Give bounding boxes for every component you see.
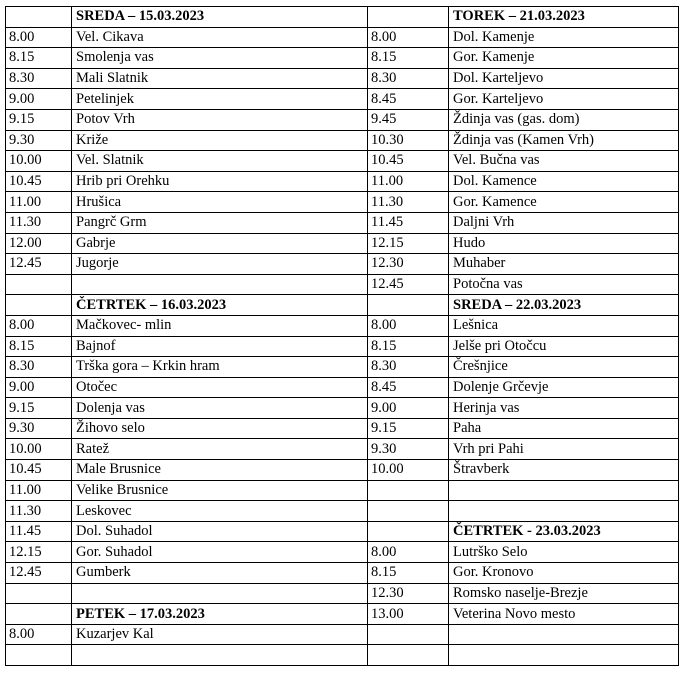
time-cell-left: 8.30 (6, 357, 72, 378)
location-cell-right: Jelše pri Otočcu (449, 336, 679, 357)
location-cell-left: Mačkovec- mlin (72, 315, 368, 336)
location-cell-right (449, 645, 679, 666)
time-cell-left: 9.15 (6, 109, 72, 130)
location-cell-right: Daljni Vrh (449, 212, 679, 233)
day-header-left: ČETRTEK – 16.03.2023 (72, 295, 368, 316)
table-row (6, 254, 679, 275)
time-cell-left: 12.45 (6, 254, 72, 275)
table-row (6, 233, 679, 254)
time-cell-right (368, 7, 449, 28)
table-row (6, 645, 679, 666)
location-cell-left: Ratež (72, 439, 368, 460)
location-cell-left: Gabrje (72, 233, 368, 254)
location-cell-right: Romsko naselje-Brezje (449, 583, 679, 604)
table-row (6, 151, 679, 172)
location-cell-left: Velike Brusnice (72, 480, 368, 501)
location-cell-left: Žihovo selo (72, 418, 368, 439)
time-cell-left (6, 604, 72, 625)
time-cell-left: 10.00 (6, 151, 72, 172)
location-cell-left: Križe (72, 130, 368, 151)
location-cell-right: Potočna vas (449, 274, 679, 295)
time-cell-right: 11.00 (368, 171, 449, 192)
location-cell-right: Dol. Kamence (449, 171, 679, 192)
table-row (6, 521, 679, 542)
location-cell-right: Veterina Novo mesto (449, 604, 679, 625)
location-cell-right (449, 480, 679, 501)
time-cell-left: 8.30 (6, 68, 72, 89)
time-cell-right: 9.30 (368, 439, 449, 460)
time-cell-left: 12.00 (6, 233, 72, 254)
location-cell-right: Gor. Kamence (449, 192, 679, 213)
location-cell-left: Vel. Cikava (72, 27, 368, 48)
table-row (6, 604, 679, 625)
time-cell-left: 10.45 (6, 460, 72, 481)
time-cell-right: 10.00 (368, 460, 449, 481)
location-cell-right: Dol. Kamenje (449, 27, 679, 48)
time-cell-left: 12.45 (6, 563, 72, 584)
time-cell-right: 8.15 (368, 48, 449, 69)
table-row (6, 171, 679, 192)
time-cell-right: 8.15 (368, 336, 449, 357)
time-cell-right: 8.30 (368, 68, 449, 89)
table-row (6, 357, 679, 378)
time-cell-left: 8.00 (6, 27, 72, 48)
location-cell-left: Kuzarjev Kal (72, 624, 368, 645)
location-cell-left: Male Brusnice (72, 460, 368, 481)
time-cell-left (6, 295, 72, 316)
time-cell-left: 8.00 (6, 315, 72, 336)
location-cell-left: Hrib pri Orehku (72, 171, 368, 192)
time-cell-left: 9.00 (6, 89, 72, 110)
day-header-left: PETEK – 17.03.2023 (72, 604, 368, 625)
location-cell-right: Hudo (449, 233, 679, 254)
time-cell-left: 9.30 (6, 130, 72, 151)
day-header-left: SREDA – 15.03.2023 (72, 7, 368, 28)
time-cell-left: 10.45 (6, 171, 72, 192)
location-cell-left: Otočec (72, 377, 368, 398)
location-cell-right: Štravberk (449, 460, 679, 481)
time-cell-right: 9.45 (368, 109, 449, 130)
time-cell-right: 8.00 (368, 542, 449, 563)
location-cell-left (72, 274, 368, 295)
table-row (6, 212, 679, 233)
time-cell-right (368, 501, 449, 522)
table-row (6, 377, 679, 398)
location-cell-right: Herinja vas (449, 398, 679, 419)
location-cell-right: Gor. Kamenje (449, 48, 679, 69)
table-row (6, 624, 679, 645)
table-row (6, 109, 679, 130)
table-row (6, 48, 679, 69)
location-cell-right (449, 624, 679, 645)
table-row (6, 27, 679, 48)
table-row (6, 501, 679, 522)
location-cell-left: Smolenja vas (72, 48, 368, 69)
time-cell-left: 8.15 (6, 48, 72, 69)
time-cell-left: 8.15 (6, 336, 72, 357)
table-row (6, 192, 679, 213)
table-row (6, 336, 679, 357)
table-row (6, 315, 679, 336)
time-cell-right: 12.45 (368, 274, 449, 295)
table-row (6, 89, 679, 110)
time-cell-left: 8.00 (6, 624, 72, 645)
day-header-right: TOREK – 21.03.2023 (449, 7, 679, 28)
time-cell-right: 12.30 (368, 254, 449, 275)
time-cell-left: 9.00 (6, 377, 72, 398)
location-cell-right: Dol. Karteljevo (449, 68, 679, 89)
location-cell-left: Trška gora – Krkin hram (72, 357, 368, 378)
time-cell-left: 9.30 (6, 418, 72, 439)
location-cell-left: Gumberk (72, 563, 368, 584)
time-cell-right (368, 521, 449, 542)
table-row (6, 439, 679, 460)
location-cell-right: Gor. Kronovo (449, 563, 679, 584)
time-cell-left: 11.30 (6, 212, 72, 233)
table-row (6, 398, 679, 419)
time-cell-right: 8.30 (368, 357, 449, 378)
location-cell-left: Jugorje (72, 254, 368, 275)
time-cell-left (6, 583, 72, 604)
time-cell-right: 9.00 (368, 398, 449, 419)
location-cell-left: Vel. Slatnik (72, 151, 368, 172)
time-cell-right (368, 295, 449, 316)
time-cell-left: 11.45 (6, 521, 72, 542)
location-cell-left: Petelinjek (72, 89, 368, 110)
time-cell-right: 12.15 (368, 233, 449, 254)
time-cell-left (6, 274, 72, 295)
time-cell-left: 11.30 (6, 501, 72, 522)
location-cell-right: Ždinja vas (gas. dom) (449, 109, 679, 130)
time-cell-right: 10.45 (368, 151, 449, 172)
table-row (6, 274, 679, 295)
time-cell-left: 11.00 (6, 480, 72, 501)
table-row (6, 542, 679, 563)
time-cell-left (6, 645, 72, 666)
location-cell-right: Vel. Bučna vas (449, 151, 679, 172)
time-cell-left (6, 7, 72, 28)
table-row (6, 460, 679, 481)
table-row (6, 418, 679, 439)
time-cell-left: 12.15 (6, 542, 72, 563)
location-cell-right: Vrh pri Pahi (449, 439, 679, 460)
location-cell-left: Potov Vrh (72, 109, 368, 130)
time-cell-right: 11.30 (368, 192, 449, 213)
schedule-table (5, 6, 679, 666)
location-cell-left (72, 645, 368, 666)
table-row (6, 480, 679, 501)
location-cell-right: Ždinja vas (Kamen Vrh) (449, 130, 679, 151)
location-cell-right: Dolenje Grčevje (449, 377, 679, 398)
time-cell-right: 8.45 (368, 89, 449, 110)
table-row (6, 583, 679, 604)
time-cell-right (368, 624, 449, 645)
location-cell-left: Gor. Suhadol (72, 542, 368, 563)
location-cell-left: Dolenja vas (72, 398, 368, 419)
table-header-row (6, 7, 679, 28)
time-cell-right: 12.30 (368, 583, 449, 604)
table-row (6, 130, 679, 151)
location-cell-left: Mali Slatnik (72, 68, 368, 89)
table-row (6, 563, 679, 584)
time-cell-right: 8.15 (368, 563, 449, 584)
time-cell-right: 11.45 (368, 212, 449, 233)
location-cell-right: Črešnjice (449, 357, 679, 378)
table-header-row (6, 295, 679, 316)
time-cell-right (368, 480, 449, 501)
time-cell-right (368, 645, 449, 666)
time-cell-right: 10.30 (368, 130, 449, 151)
location-cell-right (449, 501, 679, 522)
location-cell-left: Pangrč Grm (72, 212, 368, 233)
location-cell-left (72, 583, 368, 604)
location-cell-right: Paha (449, 418, 679, 439)
time-cell-right: 8.00 (368, 27, 449, 48)
time-cell-right: 13.00 (368, 604, 449, 625)
schedule-body (6, 7, 679, 666)
time-cell-right: 8.00 (368, 315, 449, 336)
day-header-right: SREDA – 22.03.2023 (449, 295, 679, 316)
location-cell-left: Hrušica (72, 192, 368, 213)
location-cell-right: Gor. Karteljevo (449, 89, 679, 110)
table-row (6, 68, 679, 89)
time-cell-right: 9.15 (368, 418, 449, 439)
location-cell-left: Leskovec (72, 501, 368, 522)
time-cell-left: 11.00 (6, 192, 72, 213)
day-header-right: ČETRTEK - 23.03.2023 (449, 521, 679, 542)
time-cell-left: 10.00 (6, 439, 72, 460)
time-cell-left: 9.15 (6, 398, 72, 419)
location-cell-left: Bajnof (72, 336, 368, 357)
location-cell-left: Dol. Suhadol (72, 521, 368, 542)
location-cell-right: Lutrško Selo (449, 542, 679, 563)
time-cell-right: 8.45 (368, 377, 449, 398)
location-cell-right: Muhaber (449, 254, 679, 275)
location-cell-right: Lešnica (449, 315, 679, 336)
